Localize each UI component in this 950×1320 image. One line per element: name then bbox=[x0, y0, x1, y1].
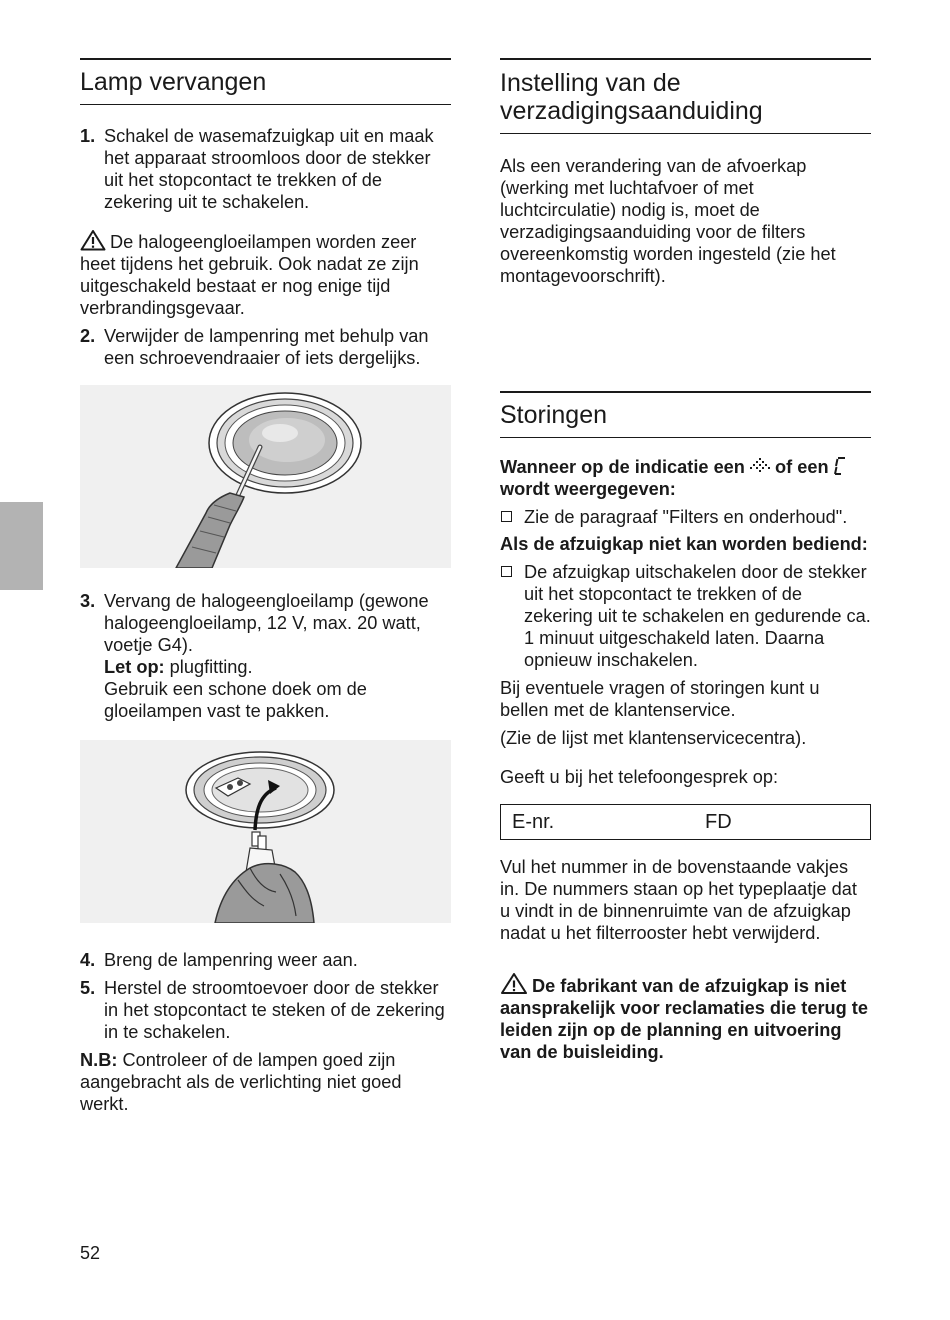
question-indicator: Wanneer op de indicatie een of een wordt weergegeven: bbox=[500, 456, 871, 500]
steps-list-a bbox=[80, 125, 451, 213]
filter-saturation-icon bbox=[750, 458, 770, 476]
bulb-illustration bbox=[80, 740, 451, 923]
steps-list-c bbox=[80, 590, 451, 722]
question-not-operable: Als de afzuigkap niet kan worden bediend: bbox=[500, 534, 868, 554]
step-5: 5. Herstel de stroomtoevoer door de stekker in het stopcontact te steken of de zekering in te schakelen. bbox=[80, 978, 445, 1042]
enr-label: E-nr. bbox=[512, 811, 555, 833]
section-title-saturation: Instelling van de verzadigingsaanduiding bbox=[500, 60, 871, 134]
answer-filters: Zie de paragraaf "Filters en onderhoud". bbox=[500, 506, 871, 528]
checkbox-icon bbox=[501, 566, 512, 577]
section-tab bbox=[0, 502, 43, 590]
service-list-note: (Zie de lijst met klantenservicecentra). bbox=[500, 728, 807, 748]
warning-icon bbox=[80, 229, 106, 251]
step-2: 2. Verwijder de lampenring met behulp van een schroevendraaier of iets dergelijks. bbox=[80, 326, 429, 368]
service-paragraph: Bij eventuele vragen of storingen kunt u bellen met de klantenservice. bbox=[500, 678, 820, 720]
step-1: 1. Schakel de wasemafzuigkap uit en maak het apparaat stroomloos door de stekker uit het stopcontact te trekken of de zekering uit te schakelen. bbox=[80, 126, 434, 212]
liability-warning: De fabrikant van de afzuigkap is niet aansprakelijk voor reclamaties die terug te leiden zijn op de planning en uitvoering van de buisleiding. bbox=[500, 972, 871, 1063]
phone-instruction: Geeft u bij het telefoongesprek op: bbox=[500, 767, 779, 787]
step-4: 4. Breng de lampenring weer aan. bbox=[80, 950, 358, 970]
figure-remove-ring bbox=[80, 385, 451, 568]
nb-note: N.B: Controleer of de lampen goed zijn aangebracht als de verlichting niet goed werkt. bbox=[80, 1050, 402, 1114]
checkbox-icon bbox=[501, 511, 512, 522]
segment-display-icon bbox=[834, 456, 846, 476]
section-title-faults: Storingen bbox=[500, 393, 871, 438]
number-location-paragraph: Vul het nummer in de bovenstaande vakjes in. De nummers staan op het typeplaatje dat u vindt in de binnenruimte van de afzuigkap nadat u het filterrooster hebt verwijderd. bbox=[500, 857, 857, 943]
enr-fd-box bbox=[500, 804, 871, 840]
answer-reset: De afzuigkap uitschakelen door de stekker uit het stopcontact te trekken of de zekering uit te schakelen en gedurende ca. 1 minuut uitgeschakeld laten. Daarna opnieuw inschakelen. bbox=[500, 561, 871, 671]
warning-icon bbox=[500, 972, 528, 995]
warning-hot: De halogeengloeilampen worden zeer heet tijdens het gebruik. Ook nadat ze zijn uitgeschakeld bestaat er nog enige tijd verbrandingsgevaar. bbox=[80, 229, 451, 319]
steps-list-d bbox=[80, 949, 451, 1043]
page-number: 52 bbox=[80, 1243, 101, 1263]
step-3: 3. Vervang de halogeengloeilamp (gewone halogeengloeilamp, 12 V, max. 20 watt, voetje G4). Let op: plugfitting. Gebruik een schone doek om de gloeilampen vast te pakken. bbox=[80, 591, 429, 721]
steps-list-b bbox=[80, 325, 451, 369]
fd-label: FD bbox=[705, 811, 732, 833]
saturation-paragraph: Als een verandering van de afvoerkap (werking met luchtafvoer of met luchtcirculatie) nodig is, moet de verzadigingsaanduiding voor de filters overeenkomstig worden ingesteld (zie het montagevoorschrift). bbox=[500, 156, 836, 286]
screwdriver-illustration bbox=[80, 385, 451, 568]
left-column bbox=[80, 58, 451, 1115]
right-column bbox=[500, 58, 871, 1063]
section-title-lamp: Lamp vervangen bbox=[80, 60, 451, 105]
figure-replace-bulb bbox=[80, 740, 451, 923]
